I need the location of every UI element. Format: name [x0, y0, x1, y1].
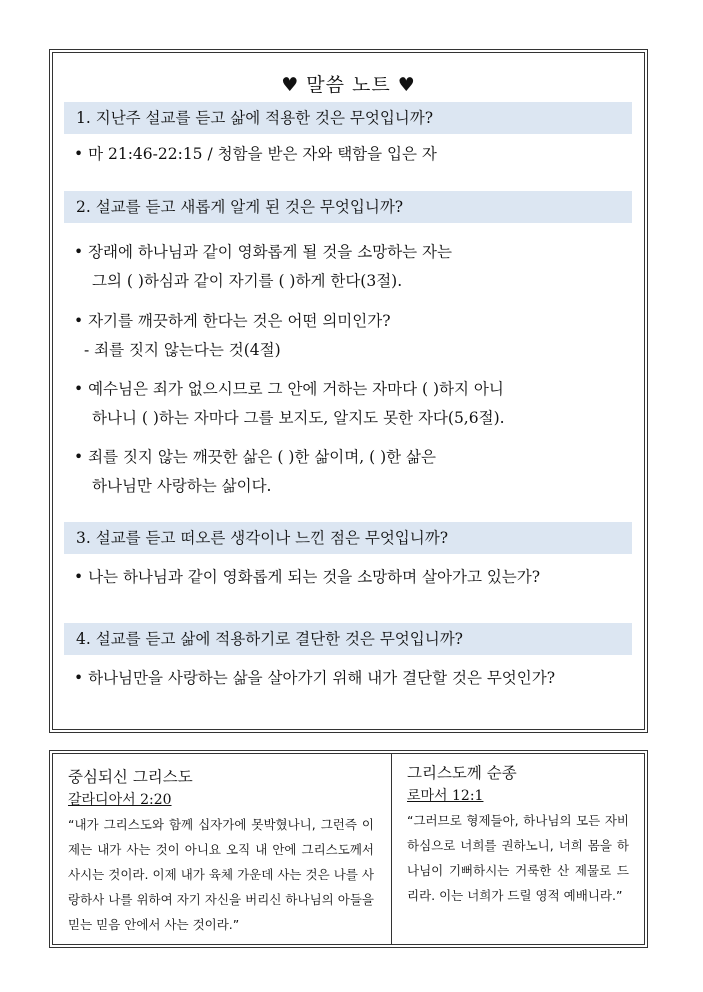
verse-text: “내가 그리스도와 함께 십자가에 못박혔나니, 그런즉 이제는 내가 사는 것이 아니요 오직 내 안에 그리스도께서 사시는 것이라. 이제 내가 육체 가운데 사는 것은 나를 사랑하사 나를 위하여 자기 자신을 버리신 하나님의 아들을 믿는 믿음 안에서 사는 것이라.”	[68, 817, 374, 932]
section-4-item-1	[74, 664, 634, 693]
item-line: • 하나님만을 사랑하는 삶을 살아가기 위해 내가 결단할 것은 무엇인가?	[74, 669, 556, 687]
item-line: • 예수님은 죄가 없으시므로 그 안에 거하는 자마다 ( )하지 아니	[74, 380, 504, 398]
section-2-item-1	[74, 238, 634, 296]
section-heading-4: 4. 설교를 듣고 삶에 적용하기로 결단한 것은 무엇입니까?	[64, 623, 632, 655]
section-heading-1: 1. 지난주 설교를 듣고 삶에 적용한 것은 무엇입니까?	[64, 102, 632, 134]
item-line: • 마 21:46-22:15 / 청함을 받은 자와 택함을 입은 자	[74, 145, 437, 163]
section-2-item-2	[74, 307, 634, 365]
page-title: ♥ 말씀 노트 ♥	[281, 74, 416, 96]
section-3-item-1	[74, 563, 634, 592]
item-line: • 자기를 깨끗하게 한다는 것은 어떤 의미인가?	[74, 312, 391, 330]
section-2-item-3	[74, 375, 634, 433]
section-heading-3: 3. 설교를 듣고 떠오른 생각이나 느낀 점은 무엇입니까?	[64, 522, 632, 554]
item-line: 하나님만 사랑하는 삶이다.	[92, 477, 272, 495]
section-2-item-4	[74, 443, 634, 501]
item-line: • 나는 하나님과 같이 영화롭게 되는 것을 소망하며 살아가고 있는가?	[74, 568, 541, 586]
sermon-note-frame	[49, 49, 648, 733]
item-line: 그의 ( )하심과 같이 자기를 ( )하게 한다(3절).	[92, 272, 403, 290]
verse-box	[49, 750, 648, 948]
verse-reference: 로마서 12:1	[407, 788, 484, 804]
item-line: • 죄를 짓지 않는 깨끗한 삶은 ( )한 삶이며, ( )한 삶은	[74, 448, 436, 466]
verse-title: 중심되신 그리스도	[68, 768, 193, 786]
column-divider	[391, 753, 392, 945]
verse-column-2	[407, 761, 629, 908]
item-line: 하나니 ( )하는 자마다 그를 보지도, 알지도 못한 자다(5,6절).	[92, 409, 505, 427]
verse-text: “그러므로 형제들아, 하나님의 모든 자비하심으로 너희를 권하노니, 너희 몸을 하나님이 기뻐하시는 거룩한 산 제물로 드리라. 이는 너희가 드릴 영적 예배니라.”	[407, 813, 629, 903]
item-line: • 장래에 하나님과 같이 영화롭게 될 것을 소망하는 자는	[74, 243, 452, 261]
section-heading-2: 2. 설교를 듣고 새롭게 알게 된 것은 무엇입니까?	[64, 191, 632, 223]
item-line: - 죄를 짓지 않는다는 것(4절)	[84, 341, 281, 359]
verse-title: 그리스도께 순종	[407, 764, 517, 782]
section-1-item-1	[74, 140, 634, 169]
verse-reference: 갈라디아서 2:20	[68, 792, 172, 808]
verse-column-1	[68, 765, 374, 937]
